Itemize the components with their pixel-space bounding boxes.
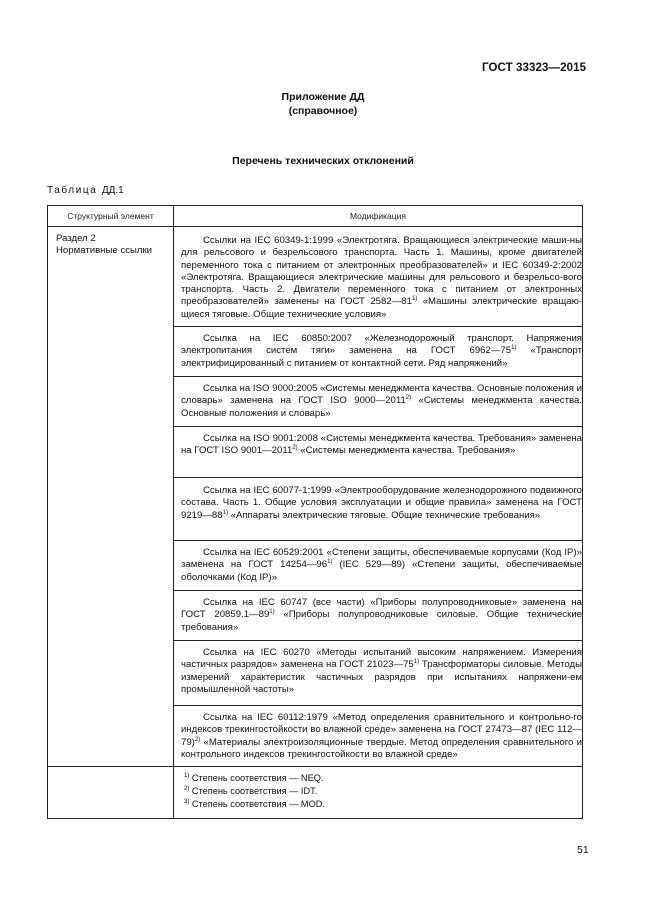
row-divider: [173, 590, 583, 591]
entry-footnote-mark: 2): [405, 395, 412, 402]
footnote-text: Степень соответствия — IDT.: [189, 786, 318, 796]
modification-entry: [181, 235, 582, 321]
entry-text: Ссылка на IEC 60529:2001 «Степени защиты, обеспечиваемые корпусами (Код IP)» заменена на ГОСТ 14254—96: [181, 547, 582, 571]
entry-footnote-mark: 1): [511, 345, 517, 352]
appendix-heading: [0, 90, 646, 118]
entry-text: Ссылка на IEC 60112:1979 «Метод определения сравнительного и контрольно-го индексов трекингостойкости во влажной среде» заменена на ГОСТ 27473—87 (IEC 112—79): [181, 712, 582, 748]
row-divider: [173, 640, 583, 641]
document-code: ГОСТ 33323—2015: [482, 62, 587, 74]
appendix-title: Приложение ДД: [281, 91, 365, 103]
footnote-mark: 1): [184, 772, 190, 779]
entry-text: Ссылка на IEC 60077-1:1999 «Электрооборудование железнодорожного подвижного состава. Часть 1. Общие условия эксплуатации и общие правила» заменена на ГОСТ 9219—88: [181, 485, 582, 521]
row-divider: [173, 426, 583, 427]
table-border-right: [582, 205, 583, 819]
entry-text-tail: (IEC 529—89) «Степени защиты, обеспечиваемые оболочками (Код IP)»: [181, 559, 582, 583]
entry-footnote-mark: 2): [292, 445, 298, 452]
row-divider: [173, 326, 583, 327]
modification-entry: [181, 433, 582, 458]
modification-entry: [181, 383, 582, 420]
footnote-rule: [47, 766, 583, 767]
modification-entry: [181, 333, 582, 370]
table-caption: [47, 185, 124, 196]
table-footnote: [184, 786, 317, 798]
entry-text-tail: «Транспорт электрифицированный с питанием от контактной сети. Ряд напряжений»: [181, 345, 582, 369]
entry-footnote-mark: 1): [413, 659, 420, 666]
entry-text-tail: «Аппараты электрические тяговые. Общие технические требования»: [227, 509, 541, 521]
row-section: Раздел 2: [56, 233, 96, 244]
entry-text: Ссылка на ISO 9000:2005 «Системы менеджмента качества. Основные положения и словарь» заменена на ГОСТ ISO 9000—2011: [181, 383, 582, 407]
page-number: 51: [577, 844, 589, 856]
table-footnote: [184, 773, 323, 785]
entry-text-tail: Трансформаторы силовые. Методы измерений характеристик частичных разрядов при испытаниях напряжени-ем промышленной частоты»: [181, 659, 582, 695]
table-header-rule: [47, 226, 583, 227]
column-header-element: Структурный элемент: [67, 210, 154, 221]
table-border-left: [47, 205, 48, 819]
modification-entry: [181, 485, 582, 522]
modification-entry: [181, 547, 582, 584]
modification-entry: [181, 597, 582, 634]
modification-entry: [181, 647, 582, 696]
table-caption-label: Таблица: [47, 185, 98, 196]
entry-text-tail: «Машины электрические вращаю-щиеся тяговые. Общие технические условия»: [181, 296, 583, 320]
entry-footnote-mark: 1): [411, 296, 418, 303]
entry-text: Ссылка на IEC 60747 (все части) «Приборы полупроводниковые» заменена на ГОСТ 20859.1—89: [181, 597, 582, 621]
footnote-mark: 2): [184, 785, 190, 792]
column-header-modification: Модификация: [349, 210, 407, 221]
entry-text-tail: «Системы менеджмента качества. Основные положения и словарь»: [181, 395, 582, 419]
entry-text: Ссылка на IEC 60270 «Методы испытаний высоким напряжением. Измерения частичных разрядов» заменена на ГОСТ 21023—75: [181, 647, 582, 671]
row-divider: [173, 540, 583, 541]
row-divider: [173, 376, 583, 377]
entry-text-tail: «Приборы полупроводниковые силовые. Общие технические требования»: [181, 609, 582, 633]
entry-footnote-mark: 1): [222, 509, 228, 516]
table-caption-number: ДД.1: [101, 185, 124, 196]
section-title: Перечень технических отклонений: [232, 155, 414, 167]
row-divider: [173, 477, 583, 478]
table-column-divider: [173, 205, 174, 819]
row-divider: [173, 705, 583, 706]
entry-text: Ссылка на IEC 60850:2007 «Железнодорожный транспорт. Напряжения электропитания систем тяги» заменена на ГОСТ 6962—75: [181, 333, 582, 357]
entry-text-tail: «Системы менеджмента качества. Требования»: [297, 445, 516, 457]
footnote-text: Степень соответствия — NEQ.: [189, 773, 324, 783]
entry-footnote-mark: 2): [194, 736, 201, 743]
entry-text-tail: «Материалы электроизоляционные твердые. Метод определения сравнительного и контрольного индексов трекингостойкости во влажной среде»: [181, 736, 582, 760]
table-footnote: [184, 799, 325, 811]
footnote-mark: 3): [184, 798, 190, 805]
entry-footnote-mark: 1): [269, 609, 275, 616]
entry-footnote-mark: 1): [327, 559, 333, 566]
appendix-subtitle: (справочное): [288, 105, 358, 117]
footnote-text: Степень соответствия — MOD.: [189, 799, 325, 809]
entry-text: Ссылка на ISO 9001:2008 «Системы менеджмента качества. Требования» заменена на ГОСТ ISO 9001—2011: [181, 433, 582, 457]
row-section-name: Нормативные ссылки: [56, 245, 153, 257]
modification-entry: [181, 712, 582, 761]
row-structural-element: [56, 233, 152, 258]
table-border-bottom: [47, 818, 583, 819]
entry-text: Ссылки на IEC 60349-1:1999 «Электротяга. Вращающиеся электрические маши-ны для рельсового и безрельсового транспорта. Часть 1. Машины, кроме двигателей переменного тока с питанием от электронных преобразователей» и IEC 60349-2:2002 «Электротяга. Вращающиеся электрические машины для рельсового и безрельсо-вого транспорта. Часть 2. Двигатели переменного тока с питанием от электронных преобразователей» заменены на ГОСТ 2582—81: [181, 235, 582, 308]
